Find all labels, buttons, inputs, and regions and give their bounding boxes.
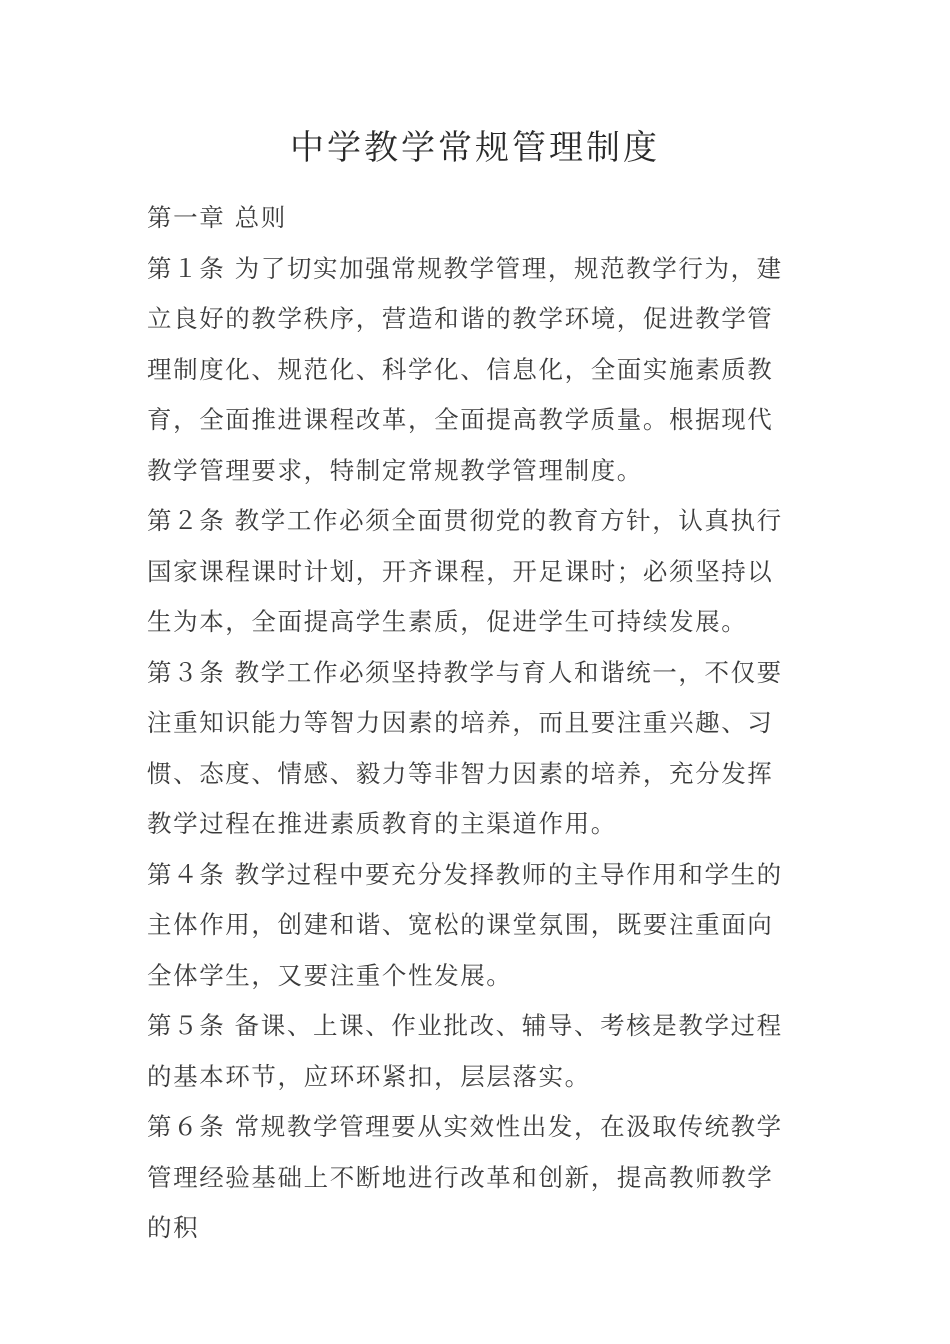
document-title: 中学教学常规管理制度 xyxy=(290,128,660,168)
chapter-heading: 第一章 总则 xyxy=(147,203,287,232)
document-body xyxy=(147,193,797,1254)
article-3: 第３条 教学工作必须坚持教学与育人和谐统一，不仅要注重知识能力等智力因素的培养，而且要注重兴趣、习惯、态度、情感、毅力等非智力因素的培养，充分发挥教学过程在推进素质教育的主渠道作用。 xyxy=(147,657,783,838)
article-2: 第２条 教学工作必须全面贯彻党的教育方针，认真执行国家课程课时计划，开齐课程，开足课时；必须坚持以生为本，全面提高学生素质，促进学生可持续发展。 xyxy=(147,506,783,636)
article-1: 第１条 为了切实加强常规教学管理，规范教学行为，建立良好的教学秩序，营造和谐的教学环境，促进教学管理制度化、规范化、科学化、信息化，全面实施素质教育，全面推进课程改革，全面提高教学质量。根据现代教学管理要求，特制定常规教学管理制度。 xyxy=(147,253,783,485)
article-5: 第５条 备课、上课、作业批改、辅导、考核是教学过程的基本环节，应环环紧扣，层层落实。 xyxy=(147,1011,783,1091)
article-6: 第６条 常规教学管理要从实效性出发，在汲取传统教学管理经验基础上不断地进行改革和创新，提高教师教学的积 xyxy=(147,1112,783,1242)
article-4: 第４条 教学过程中要充分发择教师的主导作用和学生的主体作用，创建和谐、宽松的课堂氛围，既要注重面向全体学生，又要注重个性发展。 xyxy=(147,859,783,990)
